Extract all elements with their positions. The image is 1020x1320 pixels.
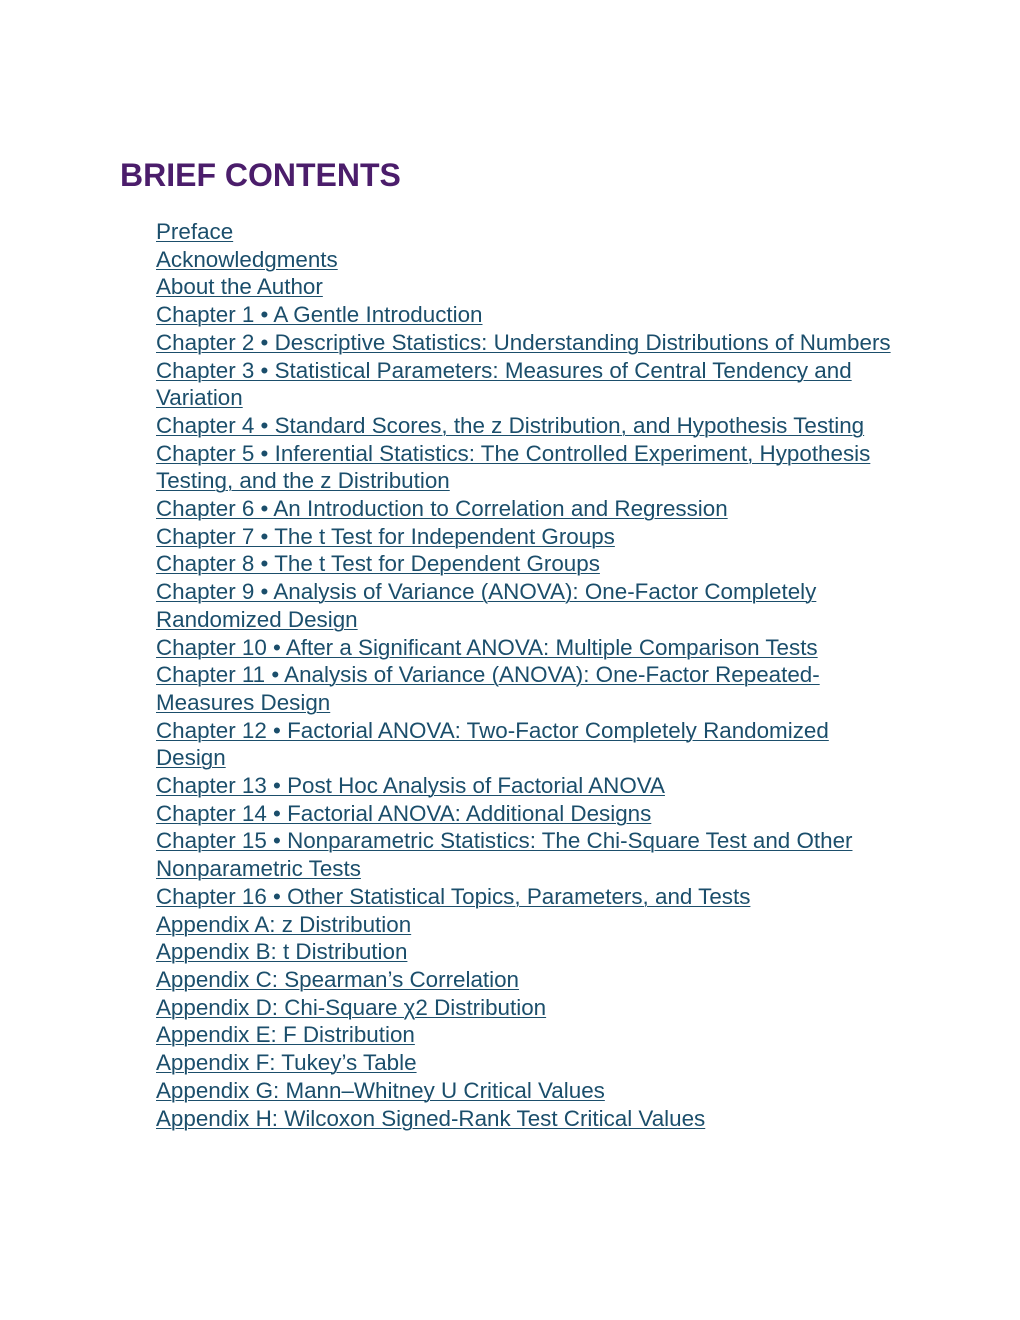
toc-item-chapter-6 bbox=[156, 495, 891, 523]
page-title: BRIEF CONTENTS bbox=[120, 157, 401, 193]
toc-link[interactable]: Acknowledgments bbox=[156, 246, 338, 272]
toc-item-chapter-5 bbox=[156, 440, 891, 495]
toc-item-chapter-2 bbox=[156, 329, 891, 357]
toc-item-chapter-14 bbox=[156, 800, 891, 828]
toc-item-chapter-13 bbox=[156, 772, 891, 800]
toc-item-appendix-d bbox=[156, 994, 891, 1022]
toc-link[interactable]: Chapter 4 • Standard Scores, the z Distribution, and Hypothesis Testing bbox=[156, 412, 865, 438]
toc-link[interactable]: Appendix C: Spearman’s Correlation bbox=[156, 966, 520, 992]
toc-link[interactable]: Appendix H: Wilcoxon Signed-Rank Test Critical Values bbox=[156, 1105, 706, 1131]
toc-link[interactable]: Appendix E: F Distribution bbox=[156, 1022, 415, 1048]
toc-link[interactable]: Preface bbox=[156, 219, 234, 244]
toc-link[interactable]: Appendix G: Mann–Whitney U Critical Values bbox=[156, 1077, 605, 1103]
toc-item-about-author bbox=[156, 273, 891, 301]
toc-item-appendix-b bbox=[156, 938, 891, 966]
toc-item-chapter-10 bbox=[156, 634, 891, 662]
toc-link[interactable]: Chapter 5 • Inferential Statistics: The Controlled Experiment, Hypothesis Testing, and the z Distribution bbox=[156, 440, 871, 494]
toc-item-appendix-h bbox=[156, 1105, 891, 1133]
toc-item-chapter-4 bbox=[156, 412, 891, 440]
toc-item-appendix-a bbox=[156, 911, 891, 939]
toc-link[interactable]: Chapter 11 • Analysis of Variance (ANOVA): One-Factor Repeated-Measures Design bbox=[156, 662, 820, 715]
toc-link[interactable]: Chapter 1 • A Gentle Introduction bbox=[156, 302, 483, 328]
toc-item-chapter-7 bbox=[156, 523, 891, 551]
toc-item-appendix-e bbox=[156, 1021, 891, 1049]
toc-link[interactable]: Chapter 2 • Descriptive Statistics: Understanding Distributions of Numbers bbox=[156, 329, 891, 355]
toc-link[interactable]: Appendix B: t Distribution bbox=[156, 939, 408, 965]
toc-link[interactable]: Chapter 7 • The t Test for Independent Groups bbox=[156, 523, 615, 549]
toc-item-chapter-3 bbox=[156, 357, 891, 412]
toc-item-acknowledgments bbox=[156, 246, 891, 274]
toc-item-chapter-1 bbox=[156, 301, 891, 329]
toc-link[interactable]: Chapter 14 • Factorial ANOVA: Additional Designs bbox=[156, 800, 652, 826]
toc-link[interactable]: Appendix F: Tukey’s Table bbox=[156, 1050, 417, 1076]
toc-link[interactable]: Chapter 6 • An Introduction to Correlation and Regression bbox=[156, 496, 728, 522]
toc-link[interactable]: Chapter 8 • The t Test for Dependent Groups bbox=[156, 551, 600, 577]
toc-link[interactable]: About the Author bbox=[156, 274, 323, 300]
toc-item-appendix-c bbox=[156, 966, 891, 994]
toc-item-chapter-8 bbox=[156, 550, 891, 578]
toc-item-appendix-g bbox=[156, 1077, 891, 1105]
toc-link[interactable]: Appendix D: Chi-Square χ2 Distribution bbox=[156, 994, 547, 1020]
toc-link[interactable]: Chapter 16 • Other Statistical Topics, Parameters, and Tests bbox=[156, 883, 751, 909]
toc-link[interactable]: Chapter 9 • Analysis of Variance (ANOVA): One-Factor Completely Randomized Design bbox=[156, 579, 817, 632]
toc-link[interactable]: Chapter 15 • Nonparametric Statistics: The Chi-Square Test and Other Nonparametric Tests bbox=[156, 828, 853, 882]
toc-link[interactable]: Chapter 3 • Statistical Parameters: Measures of Central Tendency and Variation bbox=[156, 357, 852, 411]
toc-link[interactable]: Appendix A: z Distribution bbox=[156, 911, 412, 937]
toc-item-chapter-15 bbox=[156, 827, 891, 882]
toc-item-chapter-11 bbox=[156, 661, 891, 716]
toc-link[interactable]: Chapter 13 • Post Hoc Analysis of Factorial ANOVA bbox=[156, 773, 665, 799]
toc-link[interactable]: Chapter 12 • Factorial ANOVA: Two-Factor Completely Randomized Design bbox=[156, 717, 829, 771]
toc-link[interactable]: Chapter 10 • After a Significant ANOVA: Multiple Comparison Tests bbox=[156, 634, 818, 660]
toc-item-chapter-9 bbox=[156, 578, 891, 633]
table-of-contents bbox=[156, 218, 891, 1132]
toc-item-appendix-f bbox=[156, 1049, 891, 1077]
toc-item-chapter-12 bbox=[156, 717, 891, 772]
toc-item-preface bbox=[156, 218, 891, 246]
toc-item-chapter-16 bbox=[156, 883, 891, 911]
